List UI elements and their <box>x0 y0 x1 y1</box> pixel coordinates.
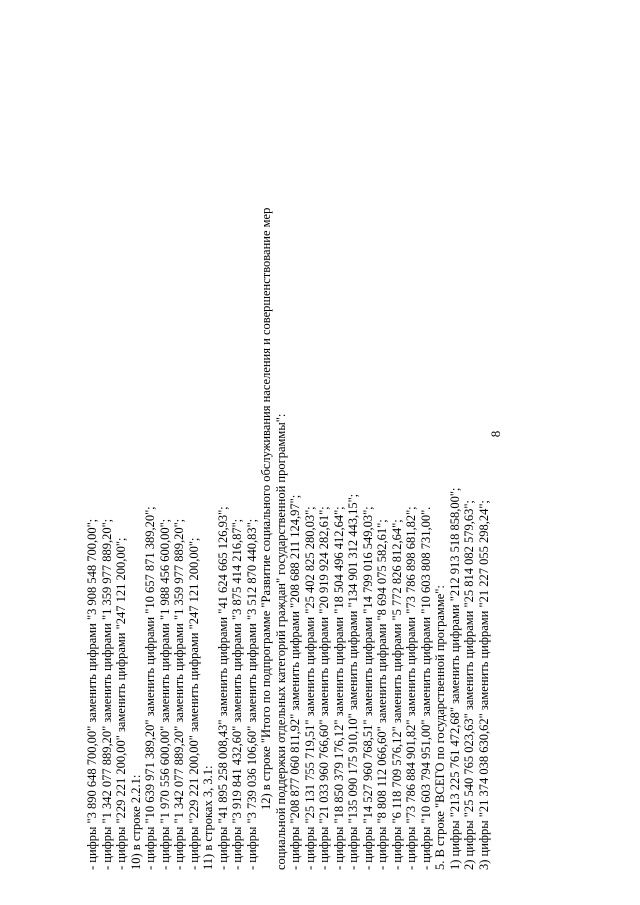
text-line: - цифры "1 342 077 889,20" заменить цифрами "1 359 977 889,20"; <box>172 518 186 870</box>
page-number: 8 <box>488 430 503 438</box>
text-line: 1) цифры "213 225 761 472,68" заменить цифрами "212 913 518 858,00"; <box>447 487 462 870</box>
text-line: - цифры "25 131 755 719,51" заменить цифрами "25 402 825 280,03"; <box>302 506 317 870</box>
text-line: - цифры "21 033 960 766,60" заменить цифрами "20 919 924 282,61"; <box>317 506 331 870</box>
text-line: - цифры "8 808 112 066,60" заменить цифрами "8 694 075 582,61"; <box>375 519 389 870</box>
text-line: - цифры "1 342 077 889,20" заменить цифрами "1 359 977 889,20"; <box>99 518 114 870</box>
text-line: - цифры "3 739 036 106,60" заменить цифрами "3 512 870 440,83"; <box>244 518 259 870</box>
text-line: - цифры "6 118 709 576,12" заменить цифрами "5 772 826 812,64"; <box>389 519 404 870</box>
text-line: - цифры "3 890 648 700,00" заменить цифрами "3 908 548 700,00"; <box>85 518 99 870</box>
text-line: - цифры "10 639 971 389,20" заменить цифрами "10 657 871 389,20"; <box>143 506 157 870</box>
text-line: - цифры "18 850 379 176,12" заменить цифрами "18 504 496 412,64"; <box>331 506 346 870</box>
text-line: - цифры "3 919 841 432,60" заменить цифрами "3 875 414 216,87"; <box>230 518 244 870</box>
text-line: - цифры "41 895 258 008,43" заменить цифрами "41 624 665 126,93"; <box>215 506 230 870</box>
text-line: 11) в строках 3, 3.1: <box>201 765 215 870</box>
text-line: - цифры "14 527 960 768,51" заменить цифрами "14 799 016 549,03"; <box>360 506 375 870</box>
text-line: 3) цифры "21 374 038 630,62" заменить цифрами "21 227 055 298,24"; <box>476 500 491 870</box>
text-line: - цифры "73 786 884 901,82" заменить цифрами "73 786 898 681,82"; <box>404 506 418 870</box>
text-line: - цифры "208 877 060 811,92" заменить цифрами "208 688 211 124,97"; <box>288 494 302 870</box>
text-line: 10) в строке 2.2.1: <box>128 774 143 870</box>
text-line: - цифры "229 221 200,00" заменить цифрами "247 121 200,00"; <box>186 537 201 870</box>
text-line: - цифры "229 221 200,00" заменить цифрами "247 121 200,00"; <box>114 537 128 870</box>
text-line: - цифры "10 603 794 951,00" заменить цифрами "10 603 808 731,00". <box>418 506 433 870</box>
text-line: 2) цифры "25 540 765 023,63" заменить цифрами "25 814 082 579,63"; <box>462 500 476 870</box>
rotated-text-block <box>85 60 525 870</box>
text-line: 12) в строке "Итого по подпрограмме "Развитие социального обслуживания населения и совершенствование мер <box>259 207 273 810</box>
text-line: 5. В строке "ВСЕГО по государственной программе": <box>433 585 447 870</box>
text-line: - цифры "135 090 175 910,10" заменить цифрами "134 901 312 443,15"; <box>346 493 360 870</box>
text-line: социальной поддержки отдельных категорий граждан" государственной программы": <box>273 413 288 870</box>
text-line: - цифры "1 970 556 600,00" заменить цифрами "1 988 456 600,00"; <box>157 518 172 870</box>
